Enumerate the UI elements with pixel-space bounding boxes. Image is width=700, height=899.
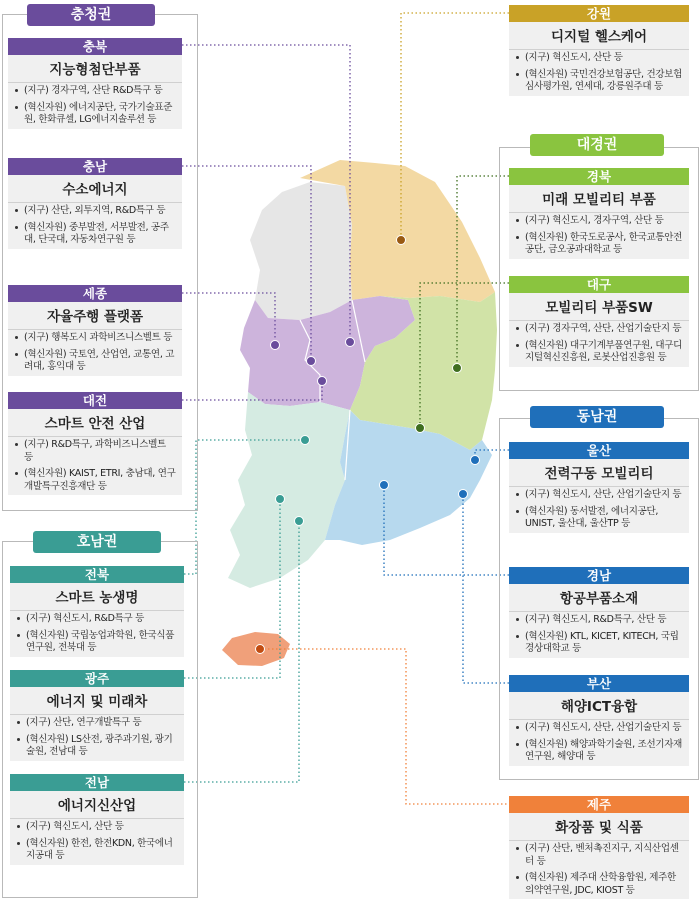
card-line: (혁신자원) 한전, 한전KDN, 한국에너지공대 등 bbox=[10, 836, 184, 865]
card-line: (혁신자원) KAIST, ETRI, 충남대, 연구개발특구진흥재단 등 bbox=[8, 466, 182, 495]
card-title: 에너지 및 미래차 bbox=[10, 687, 184, 715]
card-line: (혁신자원) 중부발전, 서부발전, 공주대, 단국대, 자동차연구원 등 bbox=[8, 220, 182, 249]
card-title: 스마트 농생명 bbox=[10, 583, 184, 611]
card-gwangju bbox=[10, 670, 184, 761]
card-line: (지구) 혁신도시, R&D특구, 산단 등 bbox=[509, 612, 689, 629]
card-line: (지구) 산단, 벤처촉진지구, 지식산업센터 등 bbox=[509, 841, 689, 870]
card-gyeongbuk bbox=[509, 168, 689, 259]
card-title: 지능형첨단부품 bbox=[8, 55, 182, 83]
card-line: (지구) 혁신도시, 산단, 산업기술단지 등 bbox=[509, 720, 689, 737]
group-title-chungcheong: 충청권 bbox=[27, 4, 155, 26]
card-title: 수소에너지 bbox=[8, 175, 182, 203]
dot-gyeongnam bbox=[380, 481, 389, 490]
group-title-daegyeong: 대경권 bbox=[530, 134, 664, 156]
card-region: 광주 bbox=[10, 670, 184, 687]
card-ulsan bbox=[509, 442, 689, 533]
card-region: 울산 bbox=[509, 442, 689, 459]
card-region: 충북 bbox=[8, 38, 182, 55]
card-title: 모빌리티 부품SW bbox=[509, 293, 689, 321]
dot-jeonnam bbox=[295, 517, 304, 526]
card-title: 에너지신산업 bbox=[10, 791, 184, 819]
dot-gwangju bbox=[276, 495, 285, 504]
card-gyeongnam bbox=[509, 567, 689, 658]
card-line: (혁신자원) 대구기계부품연구원, 대구디지털혁신진흥원, 로봇산업진흥원 등 bbox=[509, 338, 689, 367]
dot-busan bbox=[459, 490, 468, 499]
dot-jeonbuk bbox=[301, 436, 310, 445]
card-jeonbuk bbox=[10, 566, 184, 657]
dot-chungnam bbox=[307, 357, 316, 366]
group-title-dongnam: 동남권 bbox=[530, 406, 664, 428]
card-busan bbox=[509, 675, 689, 766]
dot-chungbuk bbox=[346, 338, 355, 347]
card-region: 전남 bbox=[10, 774, 184, 791]
card-title: 디지털 헬스케어 bbox=[509, 22, 689, 50]
card-chungbuk bbox=[8, 38, 182, 129]
card-line: (지구) 경자구역, 산단 R&D특구 등 bbox=[8, 83, 182, 100]
card-line: (혁신자원) 동서발전, 에너지공단, UNIST, 울산대, 울산TP 등 bbox=[509, 504, 689, 533]
connector-jeju bbox=[260, 649, 509, 804]
card-line: (지구) 경자구역, 산단, 산업기술단지 등 bbox=[509, 321, 689, 338]
card-gangwon bbox=[509, 5, 689, 96]
card-region: 대구 bbox=[509, 276, 689, 293]
card-line: (혁신자원) 국립농업과학원, 한국식품연구원, 전북대 등 bbox=[10, 628, 184, 657]
map-region-honam bbox=[228, 392, 350, 588]
card-line: (혁신자원) 제주대 산학융합원, 제주한의약연구원, JDC, KIOST 등 bbox=[509, 870, 689, 899]
card-line: (혁신자원) 해양과학기술원, 조선기자재연구원, 해양대 등 bbox=[509, 737, 689, 766]
card-region: 전북 bbox=[10, 566, 184, 583]
card-region: 경북 bbox=[509, 168, 689, 185]
card-title: 해양ICT융합 bbox=[509, 692, 689, 720]
dot-gangwon bbox=[397, 236, 406, 245]
card-region: 세종 bbox=[8, 285, 182, 302]
card-region: 제주 bbox=[509, 796, 689, 813]
card-line: (지구) 산단, 연구개발특구 등 bbox=[10, 715, 184, 732]
card-title: 전력구동 모빌리티 bbox=[509, 459, 689, 487]
card-region: 충남 bbox=[8, 158, 182, 175]
dot-daejeon bbox=[318, 377, 327, 386]
card-line: (지구) 혁신도시, 산단 등 bbox=[509, 50, 689, 67]
card-title: 스마트 안전 산업 bbox=[8, 409, 182, 437]
card-region: 강원 bbox=[509, 5, 689, 22]
card-line: (지구) 혁신도시, 경자구역, 산단 등 bbox=[509, 213, 689, 230]
card-line: (지구) 혁신도시, 산단 등 bbox=[10, 819, 184, 836]
card-jeonnam bbox=[10, 774, 184, 865]
card-sejong bbox=[8, 285, 182, 376]
card-line: (지구) 혁신도시, 산단, 산업기술단지 등 bbox=[509, 487, 689, 504]
card-title: 미래 모빌리티 부품 bbox=[509, 185, 689, 213]
card-jeju bbox=[509, 796, 689, 899]
card-region: 경남 bbox=[509, 567, 689, 584]
card-chungnam bbox=[8, 158, 182, 249]
card-line: (지구) R&D특구, 과학비즈니스벨트 등 bbox=[8, 437, 182, 466]
card-line: (혁신자원) 에너지공단, 국가기술표준원, 한화큐셀, LG에너지솔루션 등 bbox=[8, 100, 182, 129]
card-line: (지구) 행복도시 과학비즈니스벨트 등 bbox=[8, 330, 182, 347]
map-region-gyeonggi bbox=[250, 182, 352, 320]
dot-daegu bbox=[416, 424, 425, 433]
dot-jeju bbox=[256, 645, 265, 654]
card-title: 항공부품소재 bbox=[509, 584, 689, 612]
card-title: 화장품 및 식품 bbox=[509, 813, 689, 841]
dot-gyeongbuk bbox=[453, 364, 462, 373]
card-daejeon bbox=[8, 392, 182, 495]
card-line: (혁신자원) 한국도로공사, 한국교통안전공단, 금오공과대학교 등 bbox=[509, 230, 689, 259]
card-region: 부산 bbox=[509, 675, 689, 692]
card-line: (지구) 산단, 외투지역, R&D특구 등 bbox=[8, 203, 182, 220]
card-line: (혁신자원) KTL, KICET, KITECH, 국립경상대학교 등 bbox=[509, 629, 689, 658]
dot-sejong bbox=[271, 341, 280, 350]
group-title-honam: 호남권 bbox=[33, 531, 161, 553]
dot-ulsan bbox=[471, 456, 480, 465]
card-line: (혁신자원) 국민건강보험공단, 건강보험심사평가원, 연세대, 강릉원주대 등 bbox=[509, 67, 689, 96]
card-region: 대전 bbox=[8, 392, 182, 409]
card-line: (혁신자원) LS산전, 광주과기원, 광기술원, 전남대 등 bbox=[10, 732, 184, 761]
card-line: (혁신자원) 국토연, 산업연, 교통연, 고려대, 홍익대 등 bbox=[8, 347, 182, 376]
card-daegu bbox=[509, 276, 689, 367]
card-line: (지구) 혁신도시, R&D특구 등 bbox=[10, 611, 184, 628]
card-title: 자율주행 플랫폼 bbox=[8, 302, 182, 330]
